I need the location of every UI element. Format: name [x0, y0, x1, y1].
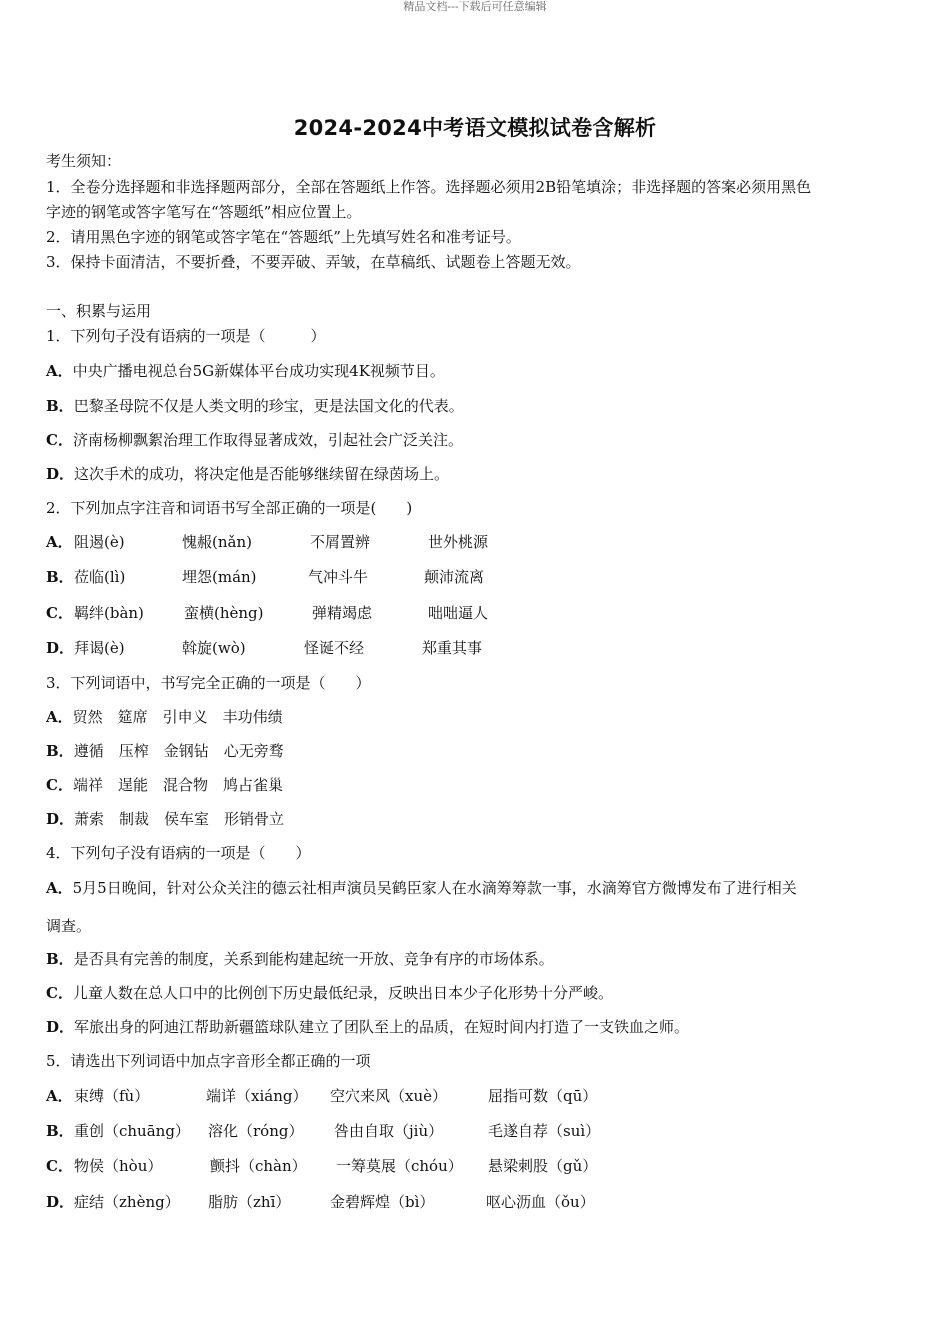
notice-item-1-cont: 字迹的钢笔或答字笔写在“答题纸”相应位置上。 — [46, 203, 362, 221]
question-2-option-c: C． 羁绊(bàn) 蛮横(hèng) 弹精竭虑 咄咄逼人 — [46, 604, 489, 622]
option-item: 脂肪（zhī） — [208, 1193, 291, 1211]
option-item: 拜谒(è) — [74, 639, 125, 657]
question-1-option-b: B．巴黎圣母院不仅是人类文明的珍宝，更是法国文化的代表。 — [46, 397, 464, 415]
page-title: 2024-2024中考语文模拟试卷含解析 — [293, 116, 657, 140]
option-item: 毛遂自荐（suì） — [488, 1122, 601, 1140]
option-item: 不屑置辨 — [310, 533, 371, 551]
option-item: 颤抖（chàn） — [210, 1157, 307, 1175]
question-5-option-b: B． 重创（chuāng） 溶化（róng） 咎由自取（jiù） 毛遂自荐（suì） — [46, 1122, 601, 1140]
option-item: 悬梁刺股（gǔ） — [488, 1157, 598, 1175]
question-2-option-b: B． 莅临(lì) 埋怨(mán) 气冲斗牛 颠沛流离 — [46, 568, 485, 586]
option-item: 羁绊(bàn) — [74, 604, 144, 622]
option-item: 金碧辉煌（bì） — [330, 1193, 435, 1211]
notice-item-2: 2．请用黑色字迹的钢笔或答字笔在“答题纸”上先填写姓名和准考证号。 — [46, 228, 521, 246]
question-1-option-d: D．这次手术的成功，将决定他是否能够继续留在绿茵场上。 — [46, 465, 450, 483]
option-item: 埋怨(mán) — [182, 568, 257, 586]
option-item: 阻遏(è) — [74, 533, 125, 551]
option-item: 咄咄逼人 — [428, 604, 489, 622]
section-heading: 一、积累与运用 — [46, 302, 152, 320]
notice-item-3: 3．保持卡面清洁，不要折叠，不要弄破、弄皱，在草稿纸、试题卷上答题无效。 — [46, 253, 581, 271]
option-item: 郑重其事 — [422, 639, 483, 657]
question-4-option-c: C．儿童人数在总人口中的比例创下历史最低纪录，反映出日本少子化形势十分严峻。 — [46, 984, 613, 1002]
question-3-option-d: D．萧索 制裁 侯车室 形销骨立 — [46, 810, 285, 828]
question-3-option-a: A．贸然 筵席 引申义 丰功伟绩 — [46, 708, 283, 726]
option-item: 屈指可数（qū） — [488, 1087, 598, 1105]
option-item: 溶化（róng） — [208, 1122, 304, 1140]
question-1-option-a: A．中央广播电视总台5G新媒体平台成功实现4K视频节目。 — [46, 362, 445, 380]
question-5-option-c: C． 物侯（hòu） 颤抖（chàn） 一筹莫展（chóu） 悬梁刺股（gǔ） — [46, 1157, 598, 1175]
notice-item-1: 1．全卷分选择题和非选择题两部分，全部在答题纸上作答。选择题必须用2B铅笔填涂；非选择题的答案必须用黑色 — [46, 178, 812, 196]
question-4-stem: 4．下列句子没有语病的一项是（ ） — [46, 844, 311, 862]
option-item: 束缚（fù） — [74, 1087, 150, 1105]
notice-heading: 考生须知： — [46, 152, 122, 170]
question-5-stem: 5．请选出下列词语中加点字音形全都正确的一项 — [46, 1052, 371, 1070]
page-header-note: 精品文档---下载后可任意编辑 — [403, 0, 547, 13]
option-item: 颠沛流离 — [424, 568, 485, 586]
option-item: 空穴来风（xuè） — [330, 1087, 447, 1105]
question-2-option-a: A． 阻遏(è) 愧赧(nǎn) 不屑置辨 世外桃源 — [46, 533, 489, 551]
option-item: 莅临(lì) — [74, 568, 126, 586]
option-item: 症结（zhèng） — [74, 1193, 180, 1211]
option-item: 重创（chuāng） — [74, 1122, 190, 1140]
question-5-option-d: D． 症结（zhèng） 脂肪（zhī） 金碧辉煌（bì） 呕心沥血（ǒu） — [46, 1193, 595, 1211]
option-item: 呕心沥血（ǒu） — [486, 1193, 595, 1211]
question-1-option-c: C．济南杨柳飘絮治理工作取得显著成效，引起社会广泛关注。 — [46, 431, 463, 449]
question-5-option-a: A． 束缚（fù） 端详（xiáng） 空穴来风（xuè） 屈指可数（qū） — [46, 1087, 598, 1105]
option-item: 世外桃源 — [428, 533, 489, 551]
question-4-option-d: D．军旅出身的阿迪江帮助新疆篮球队建立了团队至上的品质，在短时间内打造了一支铁血之师。 — [46, 1018, 690, 1036]
question-2-stem: 2．下列加点字注音和词语书写全部正确的一项是( ) — [46, 499, 413, 517]
option-item: 怪诞不经 — [304, 639, 365, 657]
question-2-option-d: D． 拜谒(è) 斡旋(wò) 怪诞不经 郑重其事 — [46, 639, 483, 657]
option-item: 蛮横(hèng) — [184, 604, 264, 622]
option-item: 一筹莫展（chóu） — [336, 1157, 463, 1175]
question-4-option-a: A．5月5日晚间，针对公众关注的德云社相声演员吴鹤臣家人在水滴筹筹款一事，水滴筹官方微博发布了进行相关 — [46, 879, 797, 897]
option-item: 咎由自取（jiù） — [334, 1122, 444, 1140]
question-4-option-a-cont: 调查。 — [46, 917, 92, 935]
question-1-stem: 1．下列句子没有语病的一项是（ ） — [46, 327, 326, 345]
option-item: 气冲斗牛 — [308, 568, 369, 586]
option-item: 斡旋(wò) — [182, 639, 246, 657]
question-3-option-c: C．端祥 逞能 混合物 鸠占雀巢 — [46, 776, 283, 794]
question-3-stem: 3．下列词语中，书写完全正确的一项是（ ） — [46, 674, 371, 692]
option-item: 物侯（hòu） — [74, 1157, 163, 1175]
question-4-option-b: B．是否具有完善的制度，关系到能构建起统一开放、竞争有序的市场体系。 — [46, 950, 554, 968]
option-item: 弹精竭虑 — [312, 604, 373, 622]
option-item: 端详（xiáng） — [206, 1087, 308, 1105]
option-item: 愧赧(nǎn) — [182, 533, 252, 551]
question-3-option-b: B．遵循 压榨 金钢钻 心无旁骛 — [46, 742, 284, 760]
